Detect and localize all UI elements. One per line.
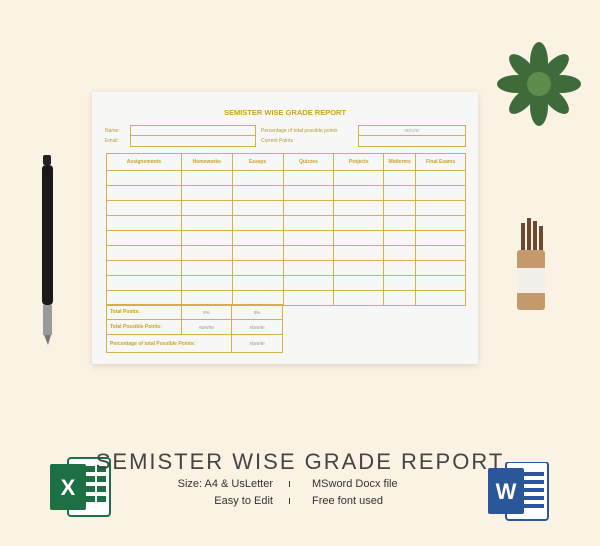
table-cell[interactable] <box>416 201 466 216</box>
column-header: Assignements <box>107 154 182 171</box>
name-field[interactable] <box>130 125 256 136</box>
table-cell[interactable] <box>416 276 466 291</box>
table-cell[interactable] <box>416 291 466 306</box>
email-label: Email: <box>105 138 119 144</box>
table-cell[interactable] <box>283 246 334 261</box>
table-row <box>107 231 466 246</box>
table-row <box>107 276 466 291</box>
table-cell[interactable] <box>384 246 416 261</box>
email-field[interactable] <box>130 136 256 147</box>
table-row <box>107 216 466 231</box>
svg-text:W: W <box>495 479 517 504</box>
table-row <box>107 201 466 216</box>
table-cell[interactable] <box>334 216 384 231</box>
table-cell[interactable] <box>416 231 466 246</box>
separator: ı <box>288 495 292 507</box>
table-cell[interactable] <box>334 186 384 201</box>
table-row <box>107 261 466 276</box>
table-cell[interactable] <box>416 171 466 186</box>
separator: ı <box>288 478 292 490</box>
table-cell[interactable] <box>232 231 283 246</box>
table-cell[interactable] <box>181 276 232 291</box>
table-cell[interactable] <box>107 261 182 276</box>
pct-total-label: Percentage of total Possible Points: <box>107 335 232 353</box>
total-possible-value: #DIV/0! <box>181 320 232 335</box>
table-cell[interactable] <box>384 201 416 216</box>
table-row <box>107 186 466 201</box>
column-header: Quizzes <box>283 154 334 171</box>
column-header: Essays <box>232 154 283 171</box>
table-cell[interactable] <box>232 276 283 291</box>
table-row <box>107 171 466 186</box>
table-cell[interactable] <box>416 186 466 201</box>
table-cell[interactable] <box>232 171 283 186</box>
column-header: Final Exams <box>416 154 466 171</box>
table-row <box>107 246 466 261</box>
succulent-plant-image <box>497 42 581 126</box>
pen-image <box>40 155 56 345</box>
total-points-label: Total Points: <box>107 305 182 320</box>
grades-table <box>106 153 466 306</box>
table-cell[interactable] <box>283 231 334 246</box>
total-possible-label: Total Possible Points: <box>107 320 182 335</box>
table-cell[interactable] <box>283 186 334 201</box>
table-cell[interactable] <box>283 261 334 276</box>
table-cell[interactable] <box>334 246 384 261</box>
table-cell[interactable] <box>334 171 384 186</box>
column-header: Homeworks <box>181 154 232 171</box>
feature-edit: Easy to Edit <box>214 495 273 507</box>
table-cell[interactable] <box>107 276 182 291</box>
total-points-value: 0% <box>181 305 232 320</box>
grade-report-document <box>92 92 478 364</box>
column-header: Projects <box>334 154 384 171</box>
table-cell[interactable] <box>107 246 182 261</box>
current-points-label: Current Points <box>261 138 293 144</box>
table-cell[interactable] <box>283 171 334 186</box>
table-cell[interactable] <box>232 216 283 231</box>
feature-size: Size: A4 & UsLetter <box>177 478 273 490</box>
table-cell[interactable] <box>232 201 283 216</box>
table-cell[interactable] <box>384 276 416 291</box>
name-label: Name: <box>105 128 120 134</box>
totals-table <box>106 304 283 353</box>
table-cell[interactable] <box>334 201 384 216</box>
table-cell[interactable] <box>283 276 334 291</box>
column-header: Midterms <box>384 154 416 171</box>
table-cell[interactable] <box>416 216 466 231</box>
table-cell[interactable] <box>334 291 384 306</box>
table-cell[interactable] <box>384 186 416 201</box>
table-cell[interactable] <box>181 261 232 276</box>
table-cell[interactable] <box>181 231 232 246</box>
table-cell[interactable] <box>283 291 334 306</box>
table-cell[interactable] <box>283 216 334 231</box>
feature-font: Free font used <box>312 495 383 507</box>
current-points-field[interactable] <box>358 136 466 147</box>
table-cell[interactable] <box>107 201 182 216</box>
table-cell[interactable] <box>107 231 182 246</box>
table-cell[interactable] <box>416 246 466 261</box>
total-possible-value: #DIV/0! <box>232 320 283 335</box>
document-title: SEMISTER WISE GRADE REPORT <box>223 108 347 117</box>
table-cell[interactable] <box>107 216 182 231</box>
table-cell[interactable] <box>232 186 283 201</box>
table-cell[interactable] <box>384 261 416 276</box>
table-header-row <box>107 154 466 171</box>
svg-text:X: X <box>60 475 76 500</box>
table-cell[interactable] <box>334 231 384 246</box>
table-cell[interactable] <box>384 216 416 231</box>
table-cell[interactable] <box>181 201 232 216</box>
table-cell[interactable] <box>416 261 466 276</box>
table-cell[interactable] <box>384 171 416 186</box>
total-points-value: 0% <box>232 305 283 320</box>
table-cell[interactable] <box>181 216 232 231</box>
table-cell[interactable] <box>384 291 416 306</box>
feature-format: MSword Docx file <box>312 478 398 490</box>
table-cell[interactable] <box>283 201 334 216</box>
table-cell[interactable] <box>232 246 283 261</box>
table-cell[interactable] <box>334 276 384 291</box>
table-cell[interactable] <box>181 186 232 201</box>
table-cell[interactable] <box>107 186 182 201</box>
table-cell[interactable] <box>181 246 232 261</box>
pct-value: #DIV/0! <box>358 125 466 136</box>
table-cell[interactable] <box>232 261 283 276</box>
table-cell[interactable] <box>334 261 384 276</box>
table-cell[interactable] <box>107 171 182 186</box>
pct-label: Percentage of total possible points <box>261 128 338 134</box>
pct-total-value: #DIV/0! <box>232 335 283 353</box>
table-cell[interactable] <box>181 171 232 186</box>
table-cell[interactable] <box>384 231 416 246</box>
pencil-cup-image <box>515 218 547 313</box>
banner-title: SEMISTER WISE GRADE REPORT <box>95 449 505 474</box>
